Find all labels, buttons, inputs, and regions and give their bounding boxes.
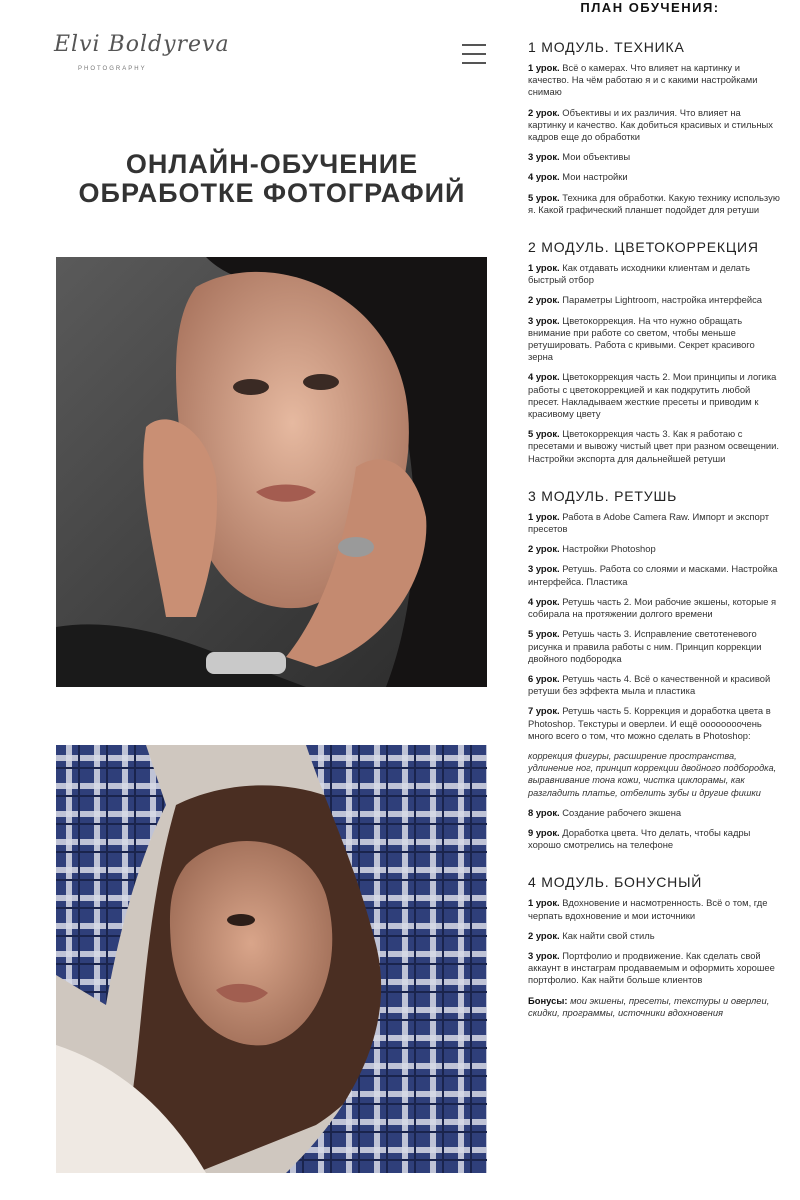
page-title-line-2: ОБРАБОТКЕ ФОТОГРАФИЙ: [78, 178, 466, 208]
portrait-photo-1: [56, 257, 487, 687]
lesson-item: 1 урок. Как отдавать исходники клиентам и делать быстрый отбор: [528, 262, 750, 286]
lesson-item: 4 урок. Мои настройки: [528, 171, 628, 183]
lesson-item: 3 урок. Портфолио и продвижение. Как сделать свой аккаунт в инстаграм продаваемым и оформить хорошее портфолио. Как найти больше клиентов: [528, 949, 775, 986]
module-title: 2 МОДУЛЬ. ЦВЕТОКОРРЕКЦИЯ: [528, 239, 759, 256]
lesson-item: 2 урок. Настройки Photoshop: [528, 543, 656, 555]
logo-subtitle: PHOTOGRAPHY: [78, 66, 147, 72]
plan-heading: ПЛАН ОБУЧЕНИЯ:: [580, 0, 720, 15]
lesson-item: 1 урок. Вдохновение и насмотренность. Всё о том, где черпать вдохновение и мои источники: [528, 897, 768, 921]
page-title-line-1: ОНЛАЙН-ОБУЧЕНИЕ: [125, 149, 419, 179]
lesson-item: 5 урок. Ретушь часть 3. Исправление светотеневого рисунка и правила работы с ним. Принцип коррекции двойного подбородка: [528, 628, 762, 664]
lesson-item: 5 урок. Цветокоррекция часть 3. Как я работаю с пресетами и вывожу чистый цвет при разном освещении. Настройки экспорта для дальнейшей ретуши: [528, 428, 779, 464]
brand-logo[interactable]: [54, 32, 230, 82]
lesson-item: 2 урок. Объективы и их различия. Что влияет на картинку и качество. Как добиться красивых и стильных кадров еще до обработки: [528, 106, 773, 143]
lesson-item: 5 урок. Техника для обработки. Какую технику использую я. Какой графический планшет подойдет для ретуши: [528, 191, 780, 215]
lesson-item: 4 урок. Ретушь часть 2. Мои рабочие экшены, которые я собирала на протяжении долгого времени: [528, 595, 777, 620]
lesson-item: 3 урок. Цветокоррекция. На что нужно обращать внимание при работе со светом, чтобы меньше ретушировать. Работа с кривыми. Секрет красивого зерна: [528, 314, 755, 363]
hamburger-menu-icon[interactable]: [462, 44, 486, 66]
lesson-item: 3 урок. Мои объективы: [528, 151, 631, 163]
module-title: 3 МОДУЛЬ. РЕТУШЬ: [528, 487, 678, 504]
module-title: 4 МОДУЛЬ. БОНУСНЫЙ: [528, 874, 703, 891]
page-title: [56, 150, 488, 208]
module-2: [528, 240, 780, 465]
lesson-item: 2 урок. Как найти свой стиль: [528, 929, 655, 941]
lesson-item: 3 урок. Ретушь. Работа со слоями и масками. Настройка интерфейса. Пластика: [528, 563, 778, 587]
module-4: [528, 875, 780, 1019]
module-1: [528, 40, 780, 216]
module-3: [528, 489, 780, 851]
lesson-item: 1 урок. Всё о камерах. Что влияет на картинку и качество. На чём работаю я и с какими настройками снимаю: [528, 62, 758, 98]
lesson-item: 2 урок. Параметры Lightroom, настройка интерфейса: [528, 294, 763, 306]
bonus-item: Бонусы: мои экшены, пресеты, текстуры и оверлеи, скидки, программы, источники вдохновения: [528, 994, 770, 1018]
portrait-photo-2: [56, 745, 487, 1173]
curriculum-plan: [528, 40, 780, 1043]
lesson-item: 7 урок. Ретушь часть 5. Коррекция и доработка цвета в Photoshop. Текстуры и оверлеи. И ещё оооооооочень много всего о том, что можно сделать в Photoshop:: [528, 705, 771, 741]
lesson-note: коррекция фигуры, расширение пространства, удлинение ног, принцип коррекции двойного подбородка, выравнивание тона кожи, чистка циклорамы, как разгладить платье, отбелить зубы и другие фишки: [528, 750, 777, 798]
logo-script-text: Elvi Boldyreva: [54, 32, 230, 57]
module-title: 1 МОДУЛЬ. ТЕХНИКА: [528, 39, 685, 55]
lesson-item: 1 урок. Работа в Adobe Camera Raw. Импорт и экспорт пресетов: [528, 510, 770, 535]
lesson-item: 9 урок. Доработка цвета. Что делать, чтобы кадры хорошо смотрелись на телефоне: [528, 826, 751, 851]
lesson-item: 8 урок. Создание рабочего экшена: [528, 806, 682, 818]
lesson-item: 6 урок. Ретушь часть 4. Всё о качественной и красивой ретуши без эффекта мыла и пластика: [528, 672, 771, 697]
lesson-item: 4 урок. Цветокоррекция часть 2. Мои принципы и логика работы с цветокоррекцией и как подкрутить любой пресет. Накладываем жесткие пресеты и приводим к красивому цвету: [528, 371, 777, 420]
